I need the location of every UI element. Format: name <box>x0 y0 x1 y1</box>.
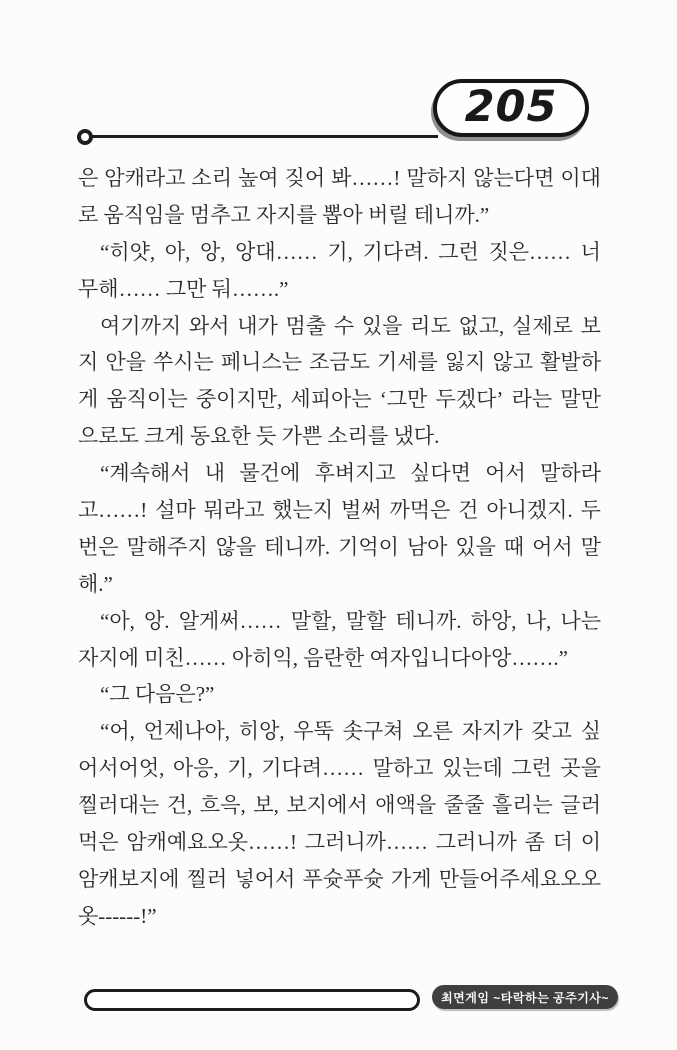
text-line: 무해…… 그만 둬…….” <box>78 276 289 301</box>
text-line: 어서어엇, 아응, 기, 기다려…… 말하고 있는데 그런 곳을 <box>78 756 601 781</box>
text-line: 여기까지 와서 내가 멈출 수 있을 리도 없고, 실제로 보 <box>100 313 601 338</box>
text-line: 옷------!” <box>78 903 157 928</box>
text-line: 고……! 설마 뭐라고 했는지 벌써 까먹은 건 아니겠지. 두 <box>78 498 601 523</box>
page-number: 205 <box>464 82 558 132</box>
header-rule <box>90 135 438 138</box>
text-line: 게 움직이는 중이지만, 세피아는 ‘그만 두겠다’ 라는 말만 <box>78 387 601 412</box>
text-line: 로 움직임을 멈추고 자지를 뽑아 버릴 테니까.” <box>78 202 490 227</box>
body-text <box>78 160 601 935</box>
series-title: 최면게임 ~타락하는 공주기사~ <box>441 990 609 1005</box>
text-line: “계속해서 내 물건에 후벼지고 싶다면 어서 말하라 <box>100 461 601 486</box>
text-line: 자지에 미친…… 아히익, 음란한 여자입니다아앙…….” <box>78 645 568 670</box>
text-line: “어, 언제나아, 히앙, 우뚝 솟구쳐 오른 자지가 갖고 싶 <box>100 719 601 744</box>
page-number-badge <box>433 79 589 137</box>
footer-series-badge <box>432 985 618 1009</box>
text-line: 번은 말해주지 않을 테니까. 기억이 남아 있을 때 어서 말 <box>78 534 601 559</box>
text-line: 은 암캐라고 소리 높여 짖어 봐……! 말하지 않는다면 이대 <box>78 166 601 190</box>
text-line: 해.” <box>78 571 113 596</box>
text-line: “그 다음은?” <box>100 682 215 707</box>
text-line: 지 안을 쑤시는 페니스는 조금도 기세를 잃지 않고 활발하 <box>78 350 601 375</box>
text-line: 먹은 암캐예요오옷……! 그러니까…… 그러니까 좀 더 이 <box>78 830 601 855</box>
text-line: “아, 앙. 알게써…… 말할, 말할 테니까. 하앙, 나, 나는 <box>100 608 601 633</box>
footer-left-pill <box>84 989 420 1011</box>
text-line: 암캐보지에 찔러 넣어서 푸슛푸슛 가게 만들어주세요오오 <box>78 866 601 891</box>
text-line: 찔러대는 건, 흐윽, 보, 보지에서 애액을 줄줄 흘리는 글러 <box>78 793 601 818</box>
text-line: 으로도 크게 동요한 듯 가쁜 소리를 냈다. <box>78 424 440 449</box>
text-line: “히얏, 아, 앙, 앙대…… 기, 기다려. 그런 짓은…… 너 <box>100 239 601 264</box>
